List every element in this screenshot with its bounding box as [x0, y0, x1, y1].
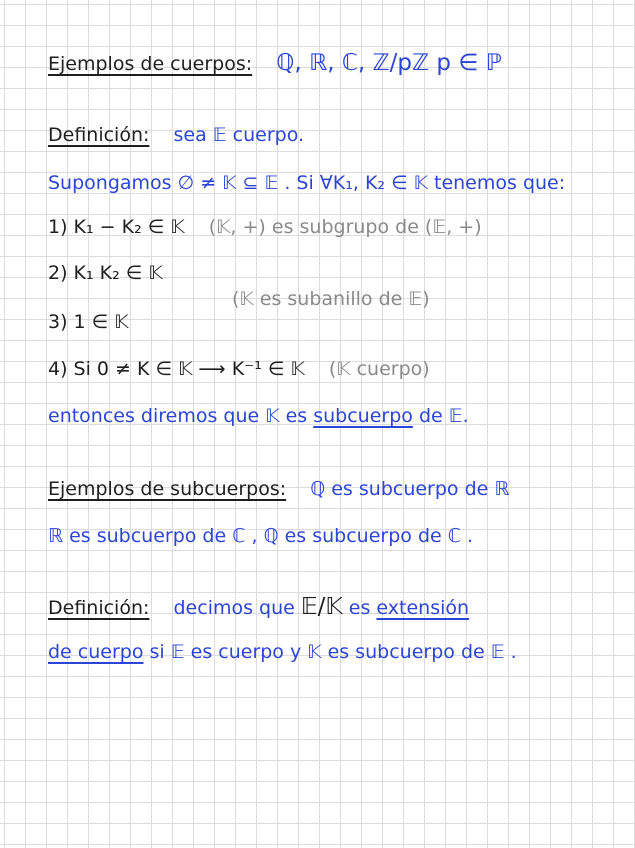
extension-definition-post: si 𝔼 es cuerpo y 𝕂 es subcuerpo de 𝔼 .: [149, 641, 517, 663]
conclusion-pre: entonces diremos que 𝕂 es: [48, 405, 308, 427]
extension-mid: es: [348, 597, 371, 619]
line-7: [48, 313, 129, 332]
heading-ejemplos-cuerpos: Ejemplos de cuerpos:: [48, 53, 253, 75]
subcuerpo-term: subcuerpo: [313, 405, 413, 427]
line-5: [48, 264, 163, 283]
line-10: [48, 480, 509, 499]
examples-of-fields: ℚ, ℝ, ℂ, ℤ/pℤ p ∈ ℙ: [276, 50, 502, 76]
subfield-example-1: ℚ es subcuerpo de ℝ: [310, 478, 510, 500]
condition-1-note: (𝕂, +) es subgrupo de (𝔼, +): [208, 216, 482, 238]
line-1: [48, 52, 502, 75]
line-11: [48, 527, 473, 546]
condition-3: 3) 1 ∈ 𝕂: [48, 311, 129, 333]
condition-1: 1) K₁ − K₂ ∈ 𝕂: [48, 216, 185, 238]
line-12: [48, 596, 469, 619]
suppose-statement: Supongamos ∅ ≠ 𝕂 ⊆ 𝔼 . Si ∀K₁, K₂ ∈ 𝕂 tenemos que:: [48, 172, 566, 194]
line-9: [48, 407, 469, 426]
subfield-examples-2: ℝ es subcuerpo de ℂ , ℚ es subcuerpo de ℂ .: [48, 525, 474, 547]
line-6: [232, 290, 430, 309]
condition-2: 2) K₁ K₂ ∈ 𝕂: [48, 262, 163, 284]
subring-note: (𝕂 es subanillo de 𝔼): [232, 288, 430, 310]
heading-definicion-1: Definición:: [48, 124, 150, 146]
heading-ejemplos-subcuerpos: Ejemplos de subcuerpos:: [48, 478, 287, 500]
de-cuerpo-term: de cuerpo: [48, 641, 144, 663]
extension-term: extensión: [376, 597, 470, 619]
line-13: [48, 643, 517, 662]
line-3: [48, 174, 565, 193]
line-4: [48, 218, 482, 237]
heading-definicion-2: Definición:: [48, 597, 150, 619]
definition-intro: sea 𝔼 cuerpo.: [173, 124, 305, 146]
extension-quotient: 𝔼/𝕂: [300, 594, 343, 620]
conclusion-post: de 𝔼.: [418, 405, 469, 427]
line-2: [48, 126, 304, 145]
line-8: [48, 360, 430, 379]
condition-4: 4) Si 0 ≠ K ∈ 𝕂 ⟶ K⁻¹ ∈ 𝕂: [48, 358, 305, 380]
extension-pre: decimos que: [173, 597, 295, 619]
condition-4-note: (𝕂 cuerpo): [328, 358, 430, 380]
